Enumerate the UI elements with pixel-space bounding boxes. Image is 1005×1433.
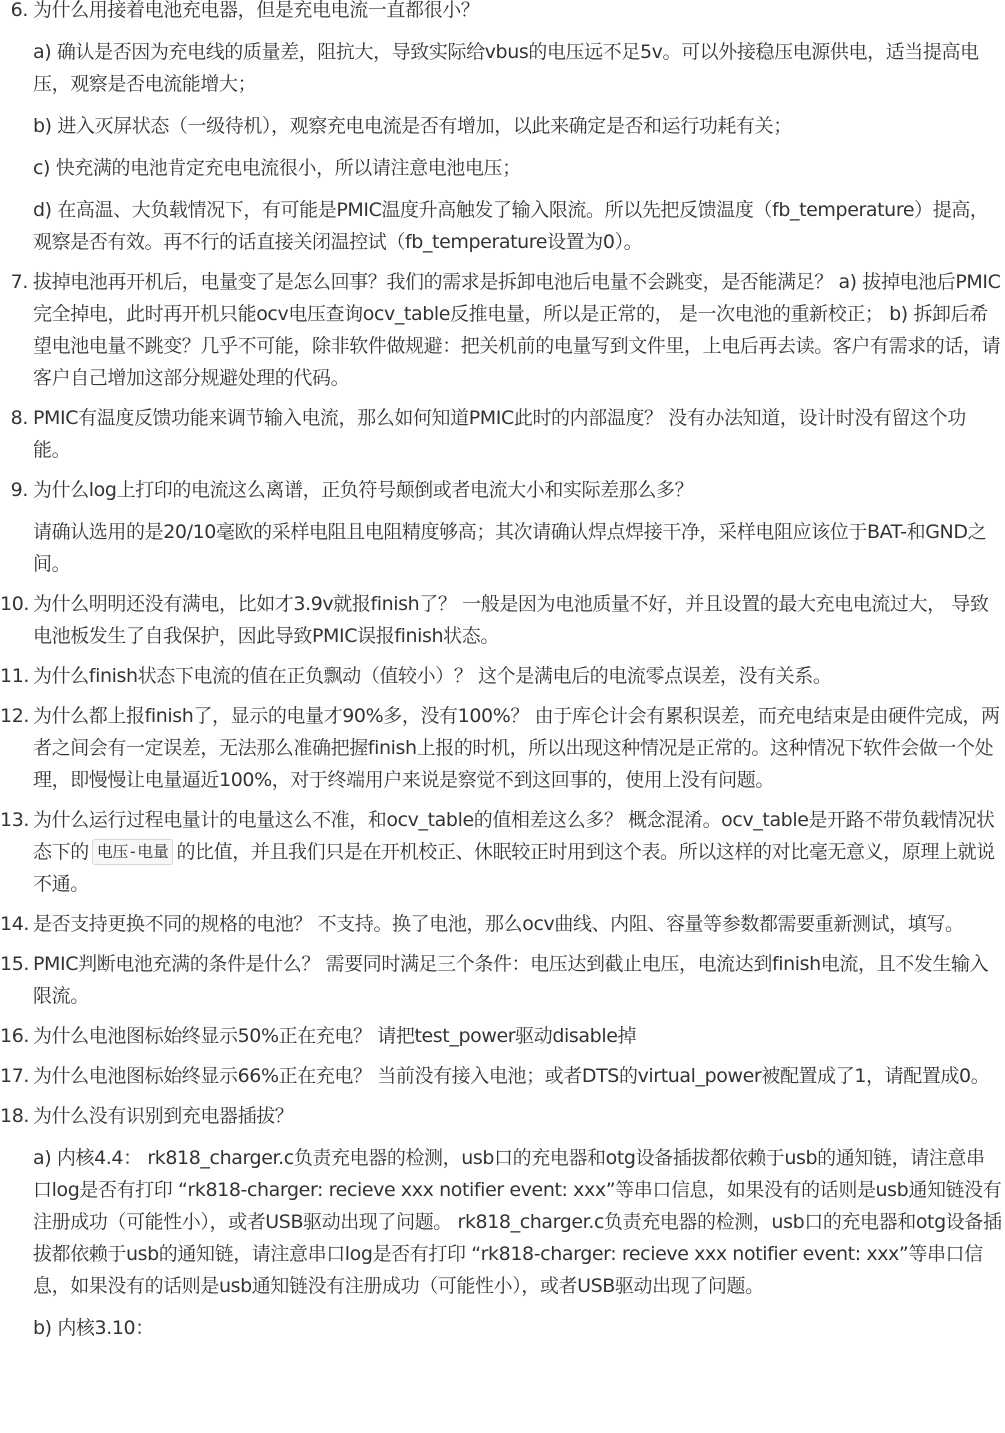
- faq-item-9: [0, 474, 1005, 580]
- item-text: 为什么都上报finish了，显示的电量才90%多，没有100%？ 由于库仑计会有累积误差，而充电结束是由硬件完成，两者之间会有一定误差，无法那么准确把握finish上报的时机，所以出现这种情况是正常的。这种情况下软件会做一个处理，即慢慢让电量逼近100%，对于终端用户来说是察觉不到这回事的，使用上没有问题。: [33, 705, 1000, 791]
- inline-code: 电压-电量: [92, 839, 174, 865]
- item-number: 13.: [0, 809, 30, 831]
- question-text: 为什么用接着电池充电器，但是充电电流一直都很小？: [33, 0, 480, 21]
- item-number: 8.: [10, 407, 28, 429]
- item-text-after: 的比值，并且我们只是在开机校正、休眠较正时用到这个表。所以这样的对比毫无意义，原理上就说不通。: [33, 841, 995, 895]
- item-number: 10.: [0, 593, 30, 615]
- answer-a: a) 内核4.4： rk818_charger.c负责充电器的检测，usb口的充电器和otg设备插拔都依赖于usb的通知链，请注意串口log是否有打印 “rk818-charger: recieve xxx notifier event: xxx”等串口信息，如果没有的话则是usb通知链没有注册成功（可能性小），或者USB驱动出现了问题。 rk818_charger.c负责充电器的检测，usb口的充电器和otg设备插拔都依赖于usb的通知链，请注意串口log是否有打印 “rk818-charger: recieve xxx notifier event: xxx”等串口信息，如果没有的话则是usb通知链没有注册成功（可能性小），或者USB驱动出现了问题。: [33, 1147, 1002, 1297]
- faq-item-15: [0, 948, 1005, 1012]
- item-number: 12.: [0, 705, 30, 727]
- item-text: 为什么电池图标始终显示66%正在充电？ 当前没有接入电池；或者DTS的virtual_power被配置成了1，请配置成0。: [33, 1065, 990, 1087]
- item-text: PMIC有温度反馈功能来调节输入电流，那么如何知道PMIC此时的内部温度？ 没有办法知道，设计时没有留这个功能。: [33, 407, 966, 461]
- answer-b: b) 进入灭屏状态（一级待机），观察充电电流是否有增加，以此来确定是否和运行功耗有关；: [33, 115, 792, 137]
- faq-item-11: [0, 660, 1005, 692]
- item-text: 为什么电池图标始终显示50%正在充电？ 请把test_power驱动disable掉: [33, 1025, 637, 1047]
- item-number: 9.: [10, 479, 28, 501]
- faq-item-16: [0, 1020, 1005, 1052]
- answer-text: 请确认选用的是20/10毫欧的采样电阻且电阻精度够高；其次请确认焊点焊接干净，采样电阻应该位于BAT-和GND之间。: [33, 521, 987, 575]
- item-number: 11.: [0, 665, 30, 687]
- faq-item-10: [0, 588, 1005, 652]
- item-number: 14.: [0, 913, 30, 935]
- answer-b: b) 内核3.10：: [33, 1317, 154, 1339]
- answer-c: c) 快充满的电池肯定充电电流很小，所以请注意电池电压；: [33, 157, 521, 179]
- item-text: [33, 804, 1003, 900]
- item-number: 18.: [0, 1105, 30, 1127]
- faq-item-17: [0, 1060, 1005, 1092]
- item-text: 是否支持更换不同的规格的电池？ 不支持。换了电池，那么ocv曲线、内阻、容量等参数都需要重新测试，填写。: [33, 913, 964, 935]
- item-number: 7.: [10, 271, 28, 293]
- faq-item-6: [0, 0, 1005, 258]
- item-text: 为什么finish状态下电流的值在正负飘动（值较小）？ 这个是满电后的电流零点误差，没有关系。: [33, 665, 832, 687]
- faq-item-13: [0, 804, 1005, 900]
- faq-item-12: [0, 700, 1005, 796]
- item-number: 17.: [0, 1065, 30, 1087]
- item-number: 6.: [10, 0, 28, 21]
- item-number: 15.: [0, 953, 30, 975]
- item-text-before: 为什么运行过程电量计的电量这么不准，和ocv_table的值相差这么多？ 概念混淆。ocv_table是开路不带负载情况状态下的: [33, 809, 995, 863]
- question-text: 为什么log上打印的电流这么离谱，正负符号颠倒或者电流大小和实际差那么多？: [33, 479, 694, 501]
- question-text: 为什么没有识别到充电器插拔？: [33, 1105, 294, 1127]
- item-text: PMIC判断电池充满的条件是什么？ 需要同时满足三个条件：电压达到截止电压，电流达到finish电流，且不发生输入限流。: [33, 953, 989, 1007]
- faq-item-7: [0, 266, 1005, 394]
- faq-item-14: [0, 908, 1005, 940]
- item-text: 拔掉电池再开机后，电量变了是怎么回事？我们的需求是拆卸电池后电量不会跳变，是否能满足？ a) 拔掉电池后PMIC完全掉电，此时再开机只能ocv电压查询ocv_table反推电量，所以是正常的， 是一次电池的重新校正； b) 拆卸后希望电池电量不跳变？几乎不可能，除非软件做规避：把关机前的电量写到文件里，上电后再去读。客户有需求的话，请客户自己增加这部分规避处理的代码。: [33, 271, 1001, 389]
- item-number: 16.: [0, 1025, 30, 1047]
- faq-item-8: [0, 402, 1005, 466]
- answer-d: d) 在高温、大负载情况下，有可能是PMIC温度升高触发了输入限流。所以先把反馈温度（fb_temperature）提高，观察是否有效。再不行的话直接关闭温控试（fb_temperature设置为0）。: [33, 199, 989, 253]
- answer-a: a) 确认是否因为充电线的质量差，阻抗大，导致实际给vbus的电压远不足5v。可以外接稳压电源供电，适当提高电压，观察是否电流能增大；: [33, 41, 979, 95]
- faq-item-18: [0, 1100, 1005, 1344]
- item-text: 为什么明明还没有满电，比如才3.9v就报finish了？ 一般是因为电池质量不好，并且设置的最大充电电流过大， 导致电池板发生了自我保护，因此导致PMIC误报finish状态。: [33, 593, 989, 647]
